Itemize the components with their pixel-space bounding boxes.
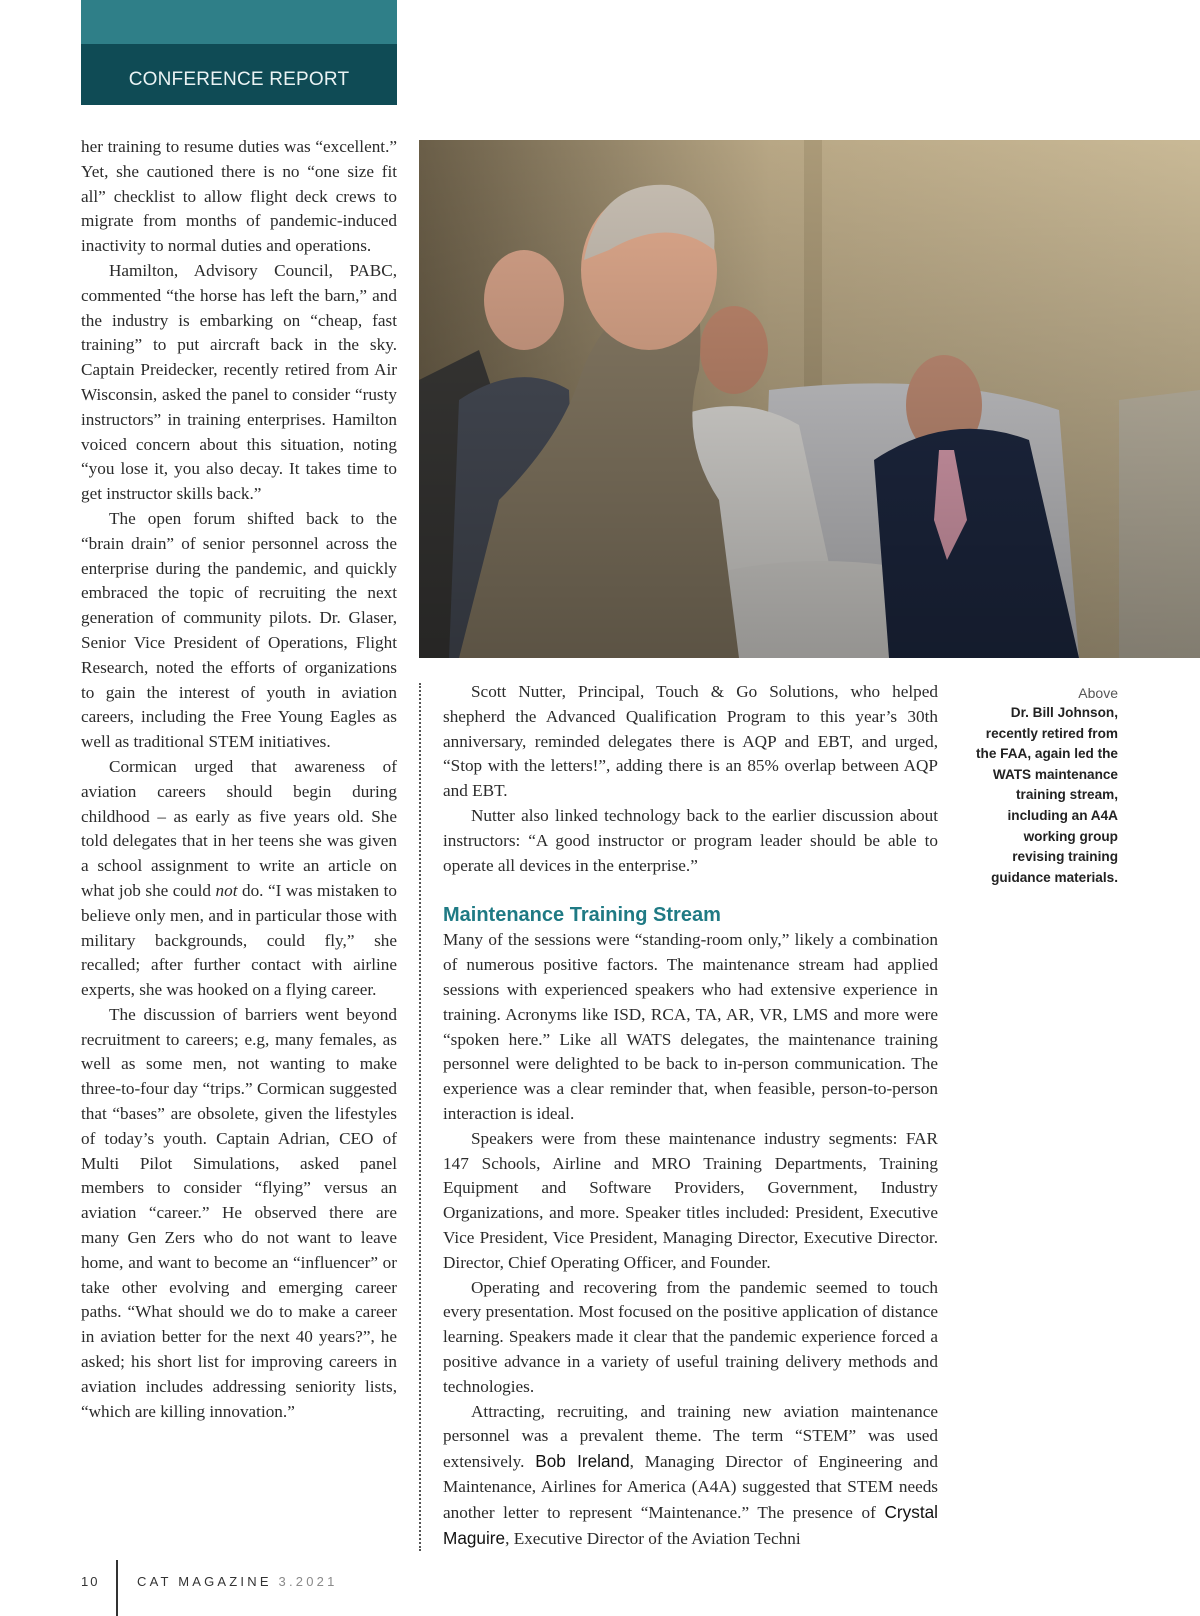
photo-caption (970, 683, 1118, 888)
middle-paragraph-5: Operating and recovering from the pandemic seemed to touch every presentation. Most focused on the positive application of distance learning. Speakers made it clear that the pandemic experience forced a positive advance in a variety of useful training delivery methods and technologies. (443, 1277, 938, 1396)
middle-paragraph-4: Speakers were from these maintenance industry segments: FAR 147 Schools, Airline and MRO Training Departments, Training Equipment and Software Providers, Government, Industry Organizations, and more. Speaker titles included: President, Executive Vice President, Vice President, Managing Director, Executive Director. Director, Chief Operating Officer, and Founder. (443, 1128, 938, 1272)
conference-photo (419, 140, 1200, 658)
person-name: Bob Ireland (535, 1451, 630, 1472)
header-accent-band (81, 0, 397, 44)
page-number: 10 (81, 1574, 100, 1589)
left-paragraph-4: Cormican urged that awareness of aviation careers should begin during childhood – as early as five years old. She told delegates that in her teens she was given a school assignment to write an article on what job she could not do. “I was mistaken to believe only men, and in particular those with military backgrounds, could fly,” she recalled; after further contact with airline experts, she was hooked on a flying career. (81, 756, 397, 1000)
left-paragraph-1: her training to resume duties was “excellent.” Yet, she cautioned there is no “one size fit all” checklist to allow flight deck crews to migrate from months of pandemic-induced inactivity to normal duties and operations. (81, 137, 397, 256)
left-paragraph-3: The open forum shifted back to the “brain drain” of senior personnel across the enterprise during the pandemic, and quickly embraced the topic of recruiting the next generation of community pilots. Dr. Glaser, Senior Vice President of Operations, Flight Research, noted the efforts of organizations to gain the interest of youth in aviation careers, including the Free Young Eagles as well as traditional STEM initiatives. (81, 508, 397, 752)
section-heading: Maintenance Training Stream (443, 904, 721, 927)
column-divider (419, 683, 421, 1551)
section-header (81, 0, 397, 105)
middle-paragraph-2: Nutter also linked technology back to the earlier discussion about instructors: “A good instructor or program leader should be able to operate all devices in the enterprise.” (443, 805, 938, 875)
middle-paragraph-3: Many of the sessions were “standing-room only,” likely a combination of numerous positive factors. The maintenance stream had applied sessions with experienced speakers who had extensive experience in training. Acronyms like ISD, RCA, TA, AR, VR, LMS and more were “spoken here.” Like all WATS delegates, the maintenance training personnel were delighted to be back to in-person communication. The experience was a clear reminder that, when feasible, person-to-person interaction is ideal. (443, 930, 938, 1123)
issue-number: 3.2021 (278, 1574, 338, 1589)
footer-divider (116, 1560, 118, 1616)
left-paragraph-5: The discussion of barriers went beyond recruitment to careers; e.g, many females, as well as some men, not wanting to make three-to-four day “trips.” Cormican suggested that “bases” are obsolete, given the lifestyles of today’s youth. Captain Adrian, CEO of Multi Pilot Simulations, asked panel members to consider “flying” versus an aviation “career.” He observed there are many Gen Zers who do not want to leave home, and want to become an “influencer” or take other evolving and emerging career paths. “What should we do to make a career in aviation better for the next 40 years?”, he asked; his short list for improving careers in aviation includes addressing seniority lists, “which are killing innovation.” (81, 1004, 397, 1421)
caption-text: Dr. Bill Johnson, recently retired from the FAA, again led the WATS maintenance training stream, including an A4A working group revising training guidance materials. (976, 705, 1118, 885)
middle-column (443, 680, 938, 1551)
middle-paragraph-1: Scott Nutter, Principal, Touch & Go Solutions, who helped shepherd the Advanced Qualification Program to this year’s 30th anniversary, reminded delegates there is AQP and EBT, and urged, “Stop with the letters!”, adding there is an 85% overlap between AQP and EBT. (443, 682, 938, 801)
magazine-name: CAT MAGAZINE (137, 1574, 272, 1589)
emphasis-not: not (215, 880, 238, 900)
section-label: CONFERENCE REPORT (128, 69, 350, 90)
person-name: Crystal Maguire (443, 1501, 938, 1548)
caption-label: Above (1078, 685, 1118, 701)
middle-paragraph-6: Attracting, recruiting, and training new aviation maintenance personnel was a prevalent theme. The term “STEM” was used extensively. Bob Ireland, Managing Director of Engineering and Maintenance, Airlines for America (A4A) suggested that STEM needs another letter to represent “Maintenance.” The presence of Crystal Maguire, Executive Director of the Aviation Techni (443, 1401, 938, 1548)
magazine-footer (137, 1574, 338, 1589)
left-paragraph-2: Hamilton, Advisory Council, PABC, commented “the horse has left the barn,” and the industry is embarking on “cheap, fast training” to put aircraft back in the sky. Captain Preidecker, recently retired from Air Wisconsin, asked the panel to consider “rusty instructors” in training enterprises. Hamilton voiced concern about this situation, noting “you lose it, you also decay. It takes time to get instructor skills back.” (81, 260, 397, 504)
left-column (81, 135, 397, 1424)
